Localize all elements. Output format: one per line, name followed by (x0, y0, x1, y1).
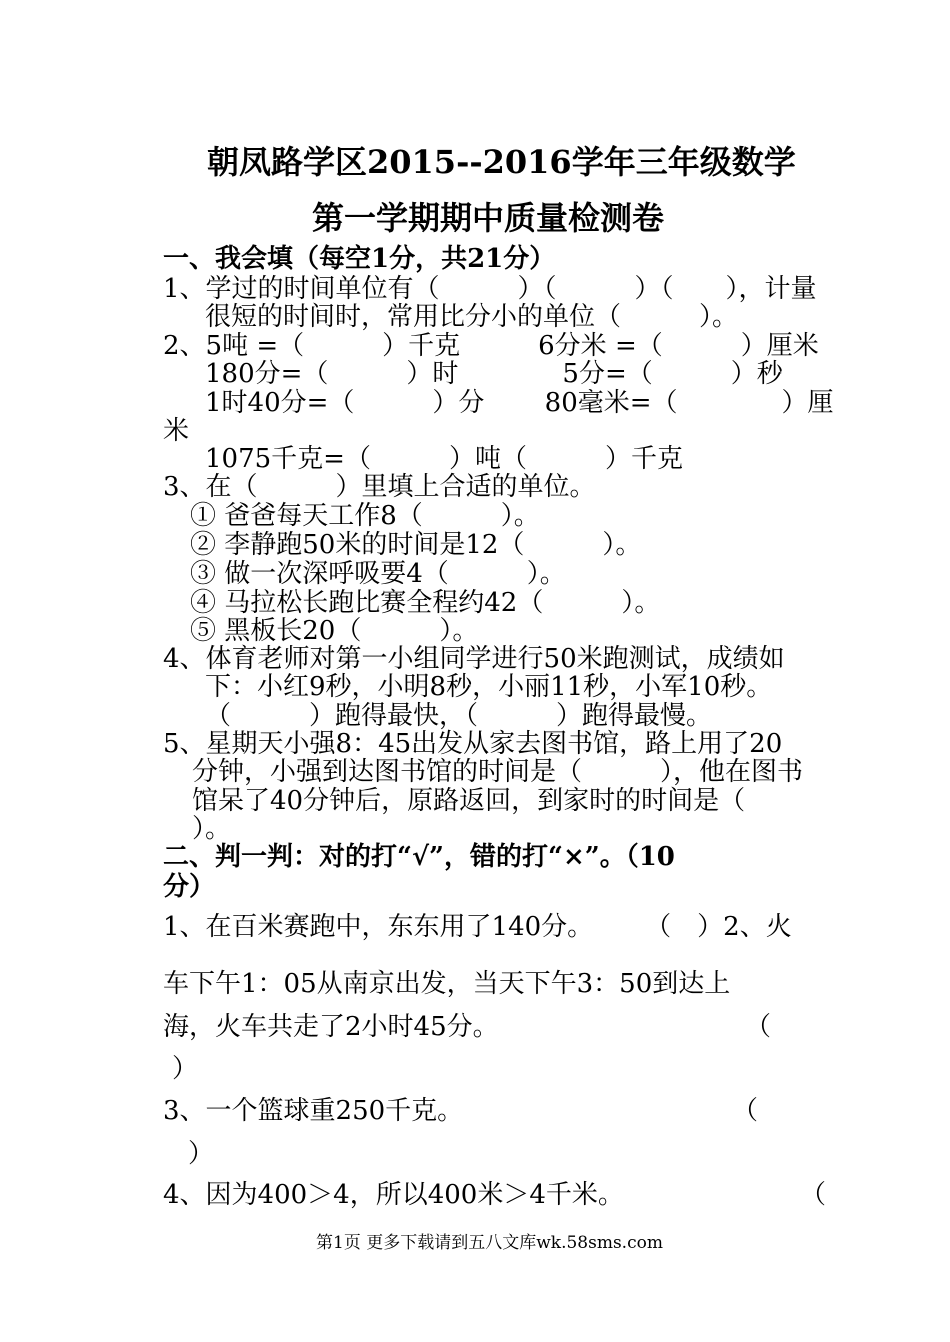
title-line-1: 朝凤路学区2015--2016学年三年级数学 (207, 143, 796, 181)
section-1-heading: 一、我会填（每空1分，共21分） (163, 244, 556, 274)
judge-item-2-answer-open: （ (745, 1012, 772, 1042)
q2-line-4: 1075千克=（ ）吨（ ）千克 (205, 444, 683, 474)
q1-line-2: 很短的时间时，常用比分小的单位（ ）。 (205, 302, 739, 332)
q2-line-3: 1时40分=（ ）分 80毫米=（ ）厘 (205, 388, 834, 418)
q3-item: ① 爸爸每天工作8（ ）。 (190, 501, 540, 531)
q4-line-1: 4、体育老师对第一小组同学进行50米跑测试，成绩如 (163, 644, 785, 674)
q3-item: ③ 做一次深呼吸要4（ ）。 (190, 559, 566, 589)
section-2-heading-wrap: 分） (163, 872, 216, 902)
q2-line-2: 180分=（ ）时 5分=（ ）秒 (205, 359, 783, 389)
q3-line-1: 3、在（ ）里填上合适的单位。 (163, 472, 596, 502)
q2-line-1: 2、5吨 =（ ）千克 6分米 =（ ）厘米 (163, 331, 819, 361)
judge-item-1: 1、在百米赛跑中，东东用了140分。 （ ）2、火 (163, 912, 792, 942)
judge-item-4: 4、因为400＞4，所以400米＞4千米。 (163, 1180, 624, 1210)
section-2-heading: 二、判一判：对的打“√”，错的打“×”。（10 (163, 842, 675, 872)
q5-line-1: 5、星期天小强8：45出发从家去图书馆，路上用了20 (163, 729, 783, 759)
judge-item-2-answer-close: ） (172, 1054, 199, 1084)
title-line-2: 第一学期期中质量检测卷 (312, 199, 665, 237)
q4-line-2: 下：小红9秒，小明8秒，小丽11秒，小军10秒。 (205, 672, 773, 702)
q5-line-2: 分钟，小强到达图书馆的时间是（ ），他在图书 (192, 757, 804, 787)
q2-line-3-wrap: 米 (163, 416, 190, 446)
judge-item-3-answer-close: ） (188, 1139, 215, 1169)
q3-item: ② 李静跑50米的时间是12（ ）。 (190, 530, 642, 560)
q1-line-1: 1、学过的时间单位有（ ）（ ）（ ），计量 (163, 274, 817, 304)
judge-item-4-answer-open: （ (800, 1180, 827, 1210)
q3-item: ⑤ 黑板长20（ ）。 (190, 616, 479, 646)
judge-item-2-line-2: 海，火车共走了2小时45分。 (163, 1012, 499, 1042)
q4-line-3: （ ）跑得最快，（ ）跑得最慢。 (205, 701, 713, 731)
judge-item-3: 3、一个篮球重250千克。 (163, 1096, 464, 1126)
q5-line-3: 馆呆了40分钟后，原路返回，到家时的时间是（ (192, 786, 746, 816)
judge-item-3-answer-open: （ (732, 1096, 759, 1126)
judge-item-2-line-1: 车下午1：05从南京出发，当天下午3：50到达上 (163, 969, 731, 999)
page-footer: 第1页 更多下载请到五八文库wk.58sms.com (316, 1233, 663, 1253)
q3-item: ④ 马拉松长跑比赛全程约42（ ）。 (190, 588, 661, 618)
q5-line-4: ）。 (192, 814, 232, 844)
